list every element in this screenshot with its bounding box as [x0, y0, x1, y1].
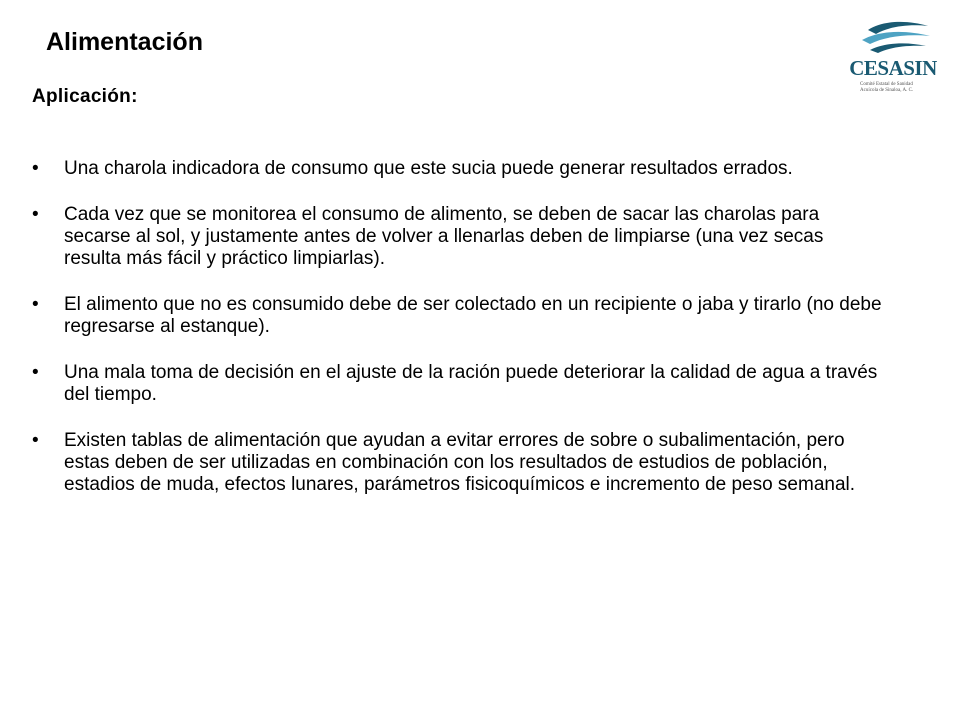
bullet-item	[32, 204, 882, 270]
bullet-item	[32, 294, 882, 338]
logo-name: CESASIN	[849, 56, 937, 80]
wave-logo-icon	[848, 18, 938, 58]
bullet-marker: •	[32, 294, 39, 315]
bullet-text: El alimento que no es consumido debe de ser colectado en un recipiente o jaba y tirarlo (no debe regresarse al estanque).	[64, 294, 882, 337]
bullet-text: Una charola indicadora de consumo que este sucia puede generar resultados errados.	[64, 158, 793, 179]
slide-subtitle: Aplicación:	[32, 86, 138, 107]
bullet-text: Cada vez que se monitorea el consumo de alimento, se deben de sacar las charolas para secarse al sol, y justamente antes de volver a llenarlas deben de limpiarse (una vez secas resulta más fácil y práctico limpiarlas).	[64, 204, 824, 269]
slide-title: Alimentación	[46, 28, 203, 56]
bullet-text: Existen tablas de alimentación que ayudan a evitar errores de sobre o subalimentación, pero estas deben de ser utilizadas en combinación con los resultados de estudios de población, estadios de muda, efectos lunares, parámetros fisicoquímicos e incremento de peso semanal.	[64, 430, 856, 495]
bullet-list	[32, 158, 882, 520]
logo-tagline-line1: Comité Estatal de Sanidad	[860, 82, 913, 87]
cesasin-logo	[848, 18, 938, 102]
bullet-marker: •	[32, 430, 39, 451]
bullet-item	[32, 362, 882, 406]
bullet-marker: •	[32, 204, 39, 225]
bullet-marker: •	[32, 158, 39, 179]
bullet-text: Una mala toma de decisión en el ajuste de la ración puede deteriorar la calidad de agua a través del tiempo.	[64, 362, 878, 405]
bullet-item	[32, 430, 882, 496]
bullet-item	[32, 158, 882, 180]
logo-tagline-line2: Acuícola de Sinaloa, A. C.	[860, 88, 914, 93]
bullet-marker: •	[32, 362, 39, 383]
